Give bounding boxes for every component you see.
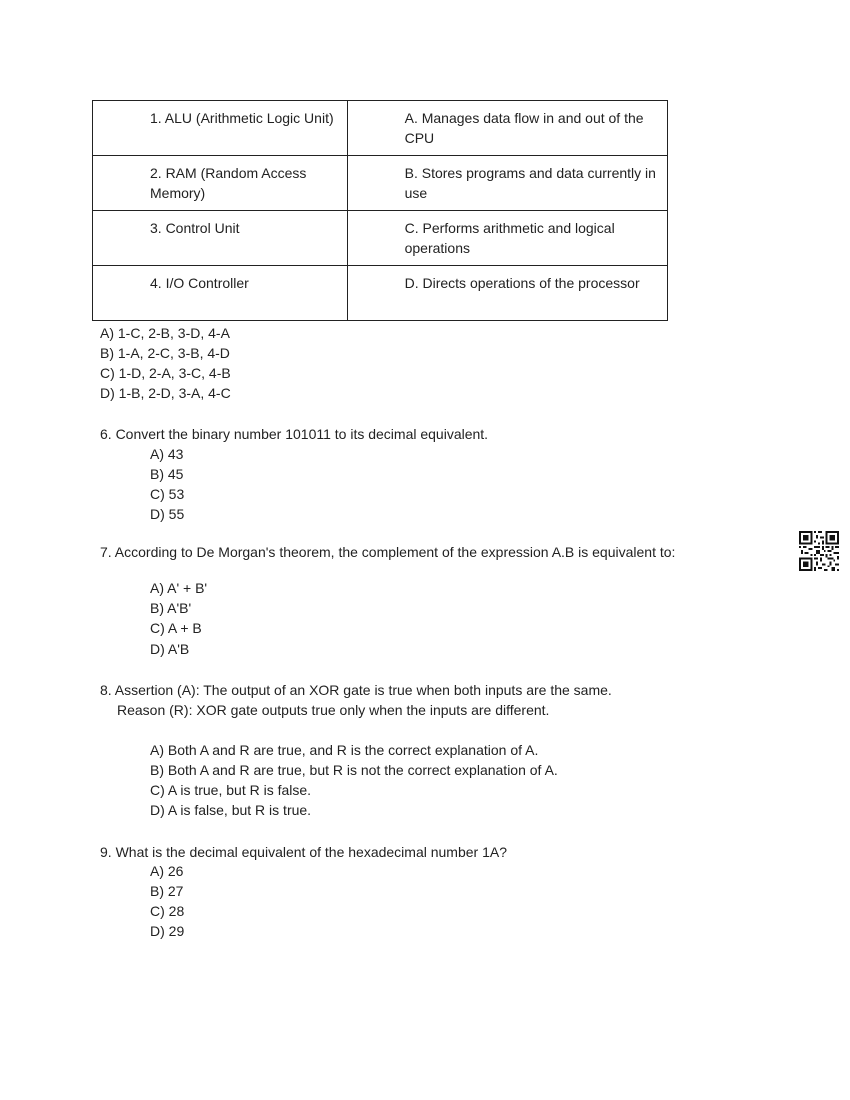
q8-option-c: C) A is true, but R is false. [150, 782, 312, 798]
q6-option-d: D) 55 [150, 506, 185, 522]
match-right-cell: C. Performs arithmetic and logical operations [347, 211, 667, 266]
q8-reason: Reason (R): XOR gate outputs true only when the inputs are different. [117, 702, 550, 718]
q5-option-a: A) 1-C, 2-B, 3-D, 4-A [100, 325, 230, 341]
q7-option-b: B) A'B' [150, 600, 192, 616]
q7-option-d: D) A'B [150, 641, 190, 657]
q8-option-b: B) Both A and R are true, but R is not the correct explanation of A. [150, 762, 558, 778]
q6-option-a: A) 43 [150, 446, 184, 462]
table-row [93, 101, 668, 156]
q9-option-b: B) 27 [150, 883, 184, 899]
match-right-cell: A. Manages data flow in and out of the CPU [347, 101, 667, 156]
q9-option-a: A) 26 [150, 863, 184, 879]
q9-option-c: C) 28 [150, 903, 185, 919]
q5-option-d: D) 1-B, 2-D, 3-A, 4-C [100, 385, 231, 401]
q7-option-a: A) A' + B' [150, 580, 208, 596]
table-row [93, 156, 668, 211]
q7-option-c: C) A + B [150, 620, 202, 636]
q8-assertion: 8. Assertion (A): The output of an XOR gate is true when both inputs are the same. [100, 682, 612, 698]
match-right-cell: D. Directs operations of the processor [347, 266, 667, 321]
qr-code-icon [799, 531, 839, 571]
q6-option-c: C) 53 [150, 486, 185, 502]
match-left-cell: 2. RAM (Random Access Memory) [93, 156, 348, 211]
match-left-cell: 4. I/O Controller [93, 266, 348, 321]
q6-question: 6. Convert the binary number 101011 to its decimal equivalent. [100, 426, 489, 442]
table-row [93, 266, 668, 321]
q9-question: 9. What is the decimal equivalent of the hexadecimal number 1A? [100, 844, 508, 860]
match-right-cell: B. Stores programs and data currently in use [347, 156, 667, 211]
table-row [93, 211, 668, 266]
q8-option-d: D) A is false, but R is true. [150, 802, 312, 818]
q5-option-b: B) 1-A, 2-C, 3-B, 4-D [100, 345, 230, 361]
q7-question: 7. According to De Morgan's theorem, the complement of the expression A.B is equivalent to: [100, 544, 676, 560]
match-table [92, 100, 668, 321]
q6-option-b: B) 45 [150, 466, 184, 482]
q5-option-c: C) 1-D, 2-A, 3-C, 4-B [100, 365, 231, 381]
match-left-cell: 1. ALU (Arithmetic Logic Unit) [93, 101, 348, 156]
q8-option-a: A) Both A and R are true, and R is the correct explanation of A. [150, 742, 539, 758]
match-left-cell: 3. Control Unit [93, 211, 348, 266]
q9-option-d: D) 29 [150, 923, 185, 939]
